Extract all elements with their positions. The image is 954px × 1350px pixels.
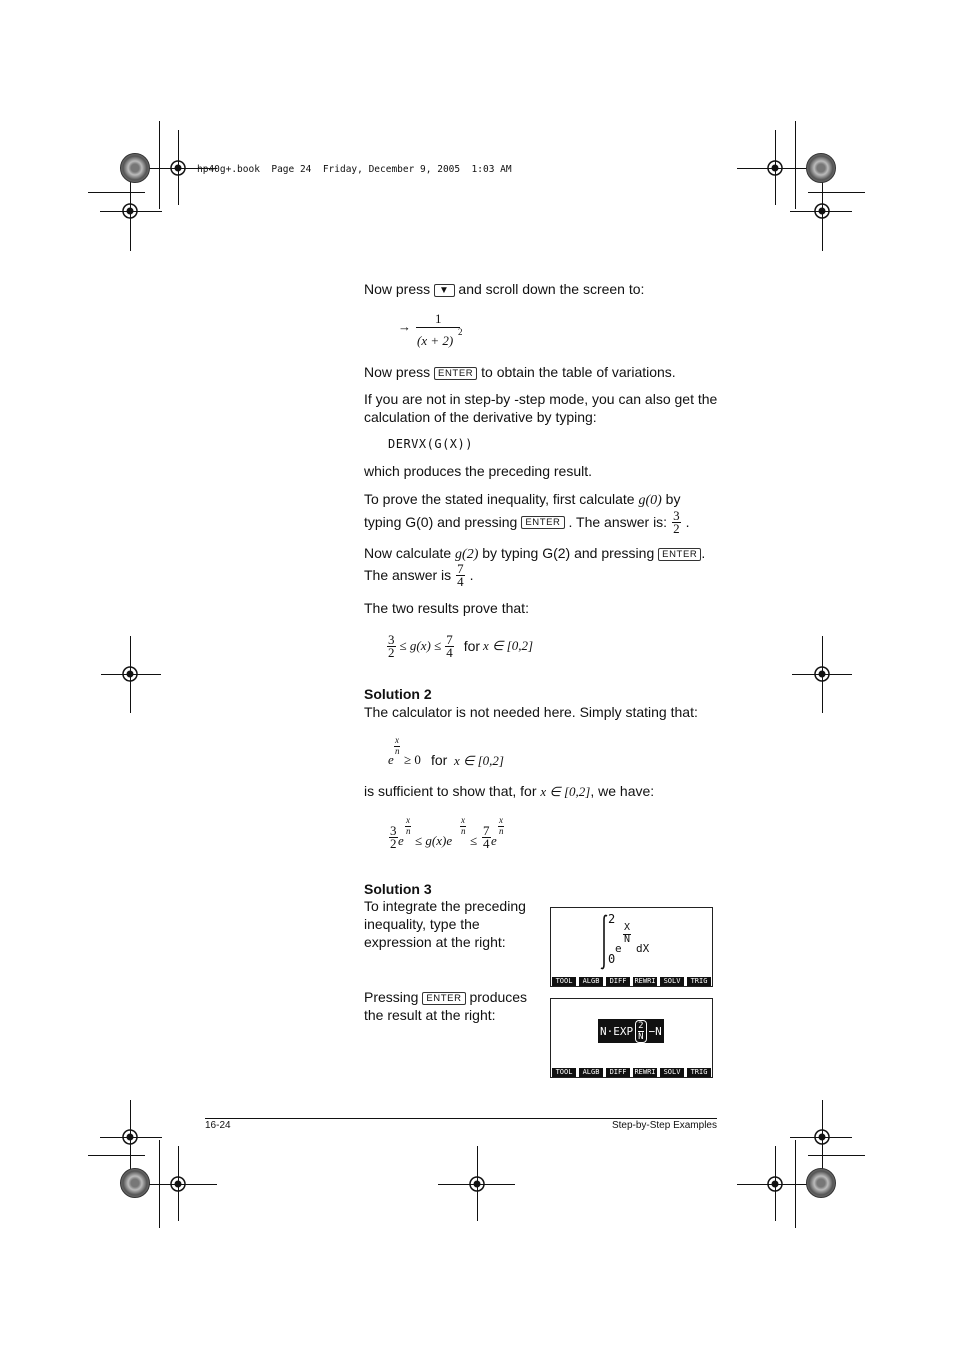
registration-target-icon [167,157,189,179]
registration-target-icon [466,1173,488,1195]
color-dial-icon [806,153,836,183]
menu-solv[interactable]: SOLV [660,1068,684,1077]
expression-exp-nonneg: x n e ≥ 0 for x ∈ [0,2] [388,735,504,768]
menu-diff[interactable]: DIFF [606,977,630,986]
result-highlight: N·EXP 2 N −N [600,1020,662,1042]
footer-page-number: 16-24 [205,1120,231,1131]
menu-algb[interactable]: ALGB [579,977,603,986]
paragraph-sufficient: is sufficient to show that, for x ∈ [0,2], we have: [364,783,655,799]
paragraph-prove-inequality: To prove the stated inequality, first calculate g(0) by [364,491,681,508]
file-info-header: hp40g+.book Page 24 Friday, December 9, 2005 1:03 AM [197,164,512,175]
menu-rewri[interactable]: REWRI [634,977,656,985]
paragraph-step-by-step: If you are not in step-by -step mode, you can also get the calculation of the derivative by typing: [364,391,718,425]
code-dervx: DERVX(G(X)) [388,437,473,451]
heading-solution-2: Solution 2 [364,686,432,702]
paragraph-now-press-down: Now press ▼ and scroll down the screen to: [364,281,645,297]
expr-exponent: 2 [458,327,463,337]
enter-key-icon: ENTER [658,548,701,561]
enter-key-icon: ENTER [422,992,465,1005]
registration-target-icon [811,1126,833,1148]
paragraph-preceding-result: which produces the preceding result. [364,463,593,479]
calculator-screen-integral: 2 0 e X N dX TOOL ALGB DIFF REWRI SOLV TRIG [550,907,713,987]
down-arrow-key-icon: ▼ [434,284,455,297]
menu-algb[interactable]: ALGB [579,1068,603,1077]
expr-denominator: (x + 2) [417,333,454,348]
arrow-symbol: → [398,319,411,334]
fraction-three-halves: $\frac{3}{2}$ [673,507,680,536]
heading-solution-3: Solution 3 [364,881,432,897]
color-dial-icon [120,153,150,183]
registration-target-icon [119,200,141,222]
menu-rewri[interactable]: REWRI [634,1068,656,1076]
registration-target-icon [119,663,141,685]
paragraph-prove-inequality-line2: typing G(0) and pressing ENTER . The answer is: $\frac{3}{2}$ . [364,507,690,536]
registration-target-icon [167,1173,189,1195]
enter-key-icon: ENTER [521,516,564,529]
fraction-seven-quarters: $\frac{7}{4}$ [457,560,464,589]
enter-key-icon: ENTER [434,367,477,380]
registration-target-icon [764,1173,786,1195]
paragraph-now-press-enter: Now press ENTER to obtain the table of variations. [364,364,676,380]
registration-target-icon [119,1126,141,1148]
calculator-screen-result [550,998,713,1078]
paragraph-two-results: The two results prove that: [364,600,529,616]
color-dial-icon [120,1168,150,1198]
expr-numerator: 1 [435,311,442,326]
menu-trig[interactable]: TRIG [687,977,711,986]
footer-section-title: Step-by-Step Examples [611,1120,717,1131]
registration-target-icon [764,157,786,179]
menu-diff[interactable]: DIFF [606,1068,630,1077]
inequality-g-bounds: $\frac{3}{2}$ ≤ g(x) ≤ $\frac{7}{4}$ for x ∈ [0,2] [388,631,534,660]
paragraph-calculate-g2-line2: The answer is $\frac{7}{4}$ . [364,560,474,589]
inequality-exp-bounds: $\frac{3}{2}$ e x n ≤ g(x)e x n ≤ $\frac{7}{4}$ e x n [390,815,504,851]
menu-tool[interactable]: TOOL [552,1068,576,1077]
menu-solv[interactable]: SOLV [660,977,684,986]
calculator-menu-bar [551,977,712,986]
registration-target-icon [811,200,833,222]
registration-target-icon [811,663,833,685]
color-dial-icon [806,1168,836,1198]
menu-tool[interactable]: TOOL [552,977,576,986]
paragraph-pressing-enter: Pressing ENTER produces the result at the right: [364,989,528,1023]
calculator-menu-bar [551,1068,712,1077]
paragraph-calculate-g2: Now calculate g(2) by typing G(2) and pressing ENTER . [364,545,706,562]
paragraph-solution-3: To integrate the preceding inequality, type the expression at the right: [364,898,526,950]
menu-trig[interactable]: TRIG [687,1068,711,1077]
paragraph-solution-2: The calculator is not needed here. Simply stating that: [364,704,698,720]
footer-rule [205,1118,717,1119]
